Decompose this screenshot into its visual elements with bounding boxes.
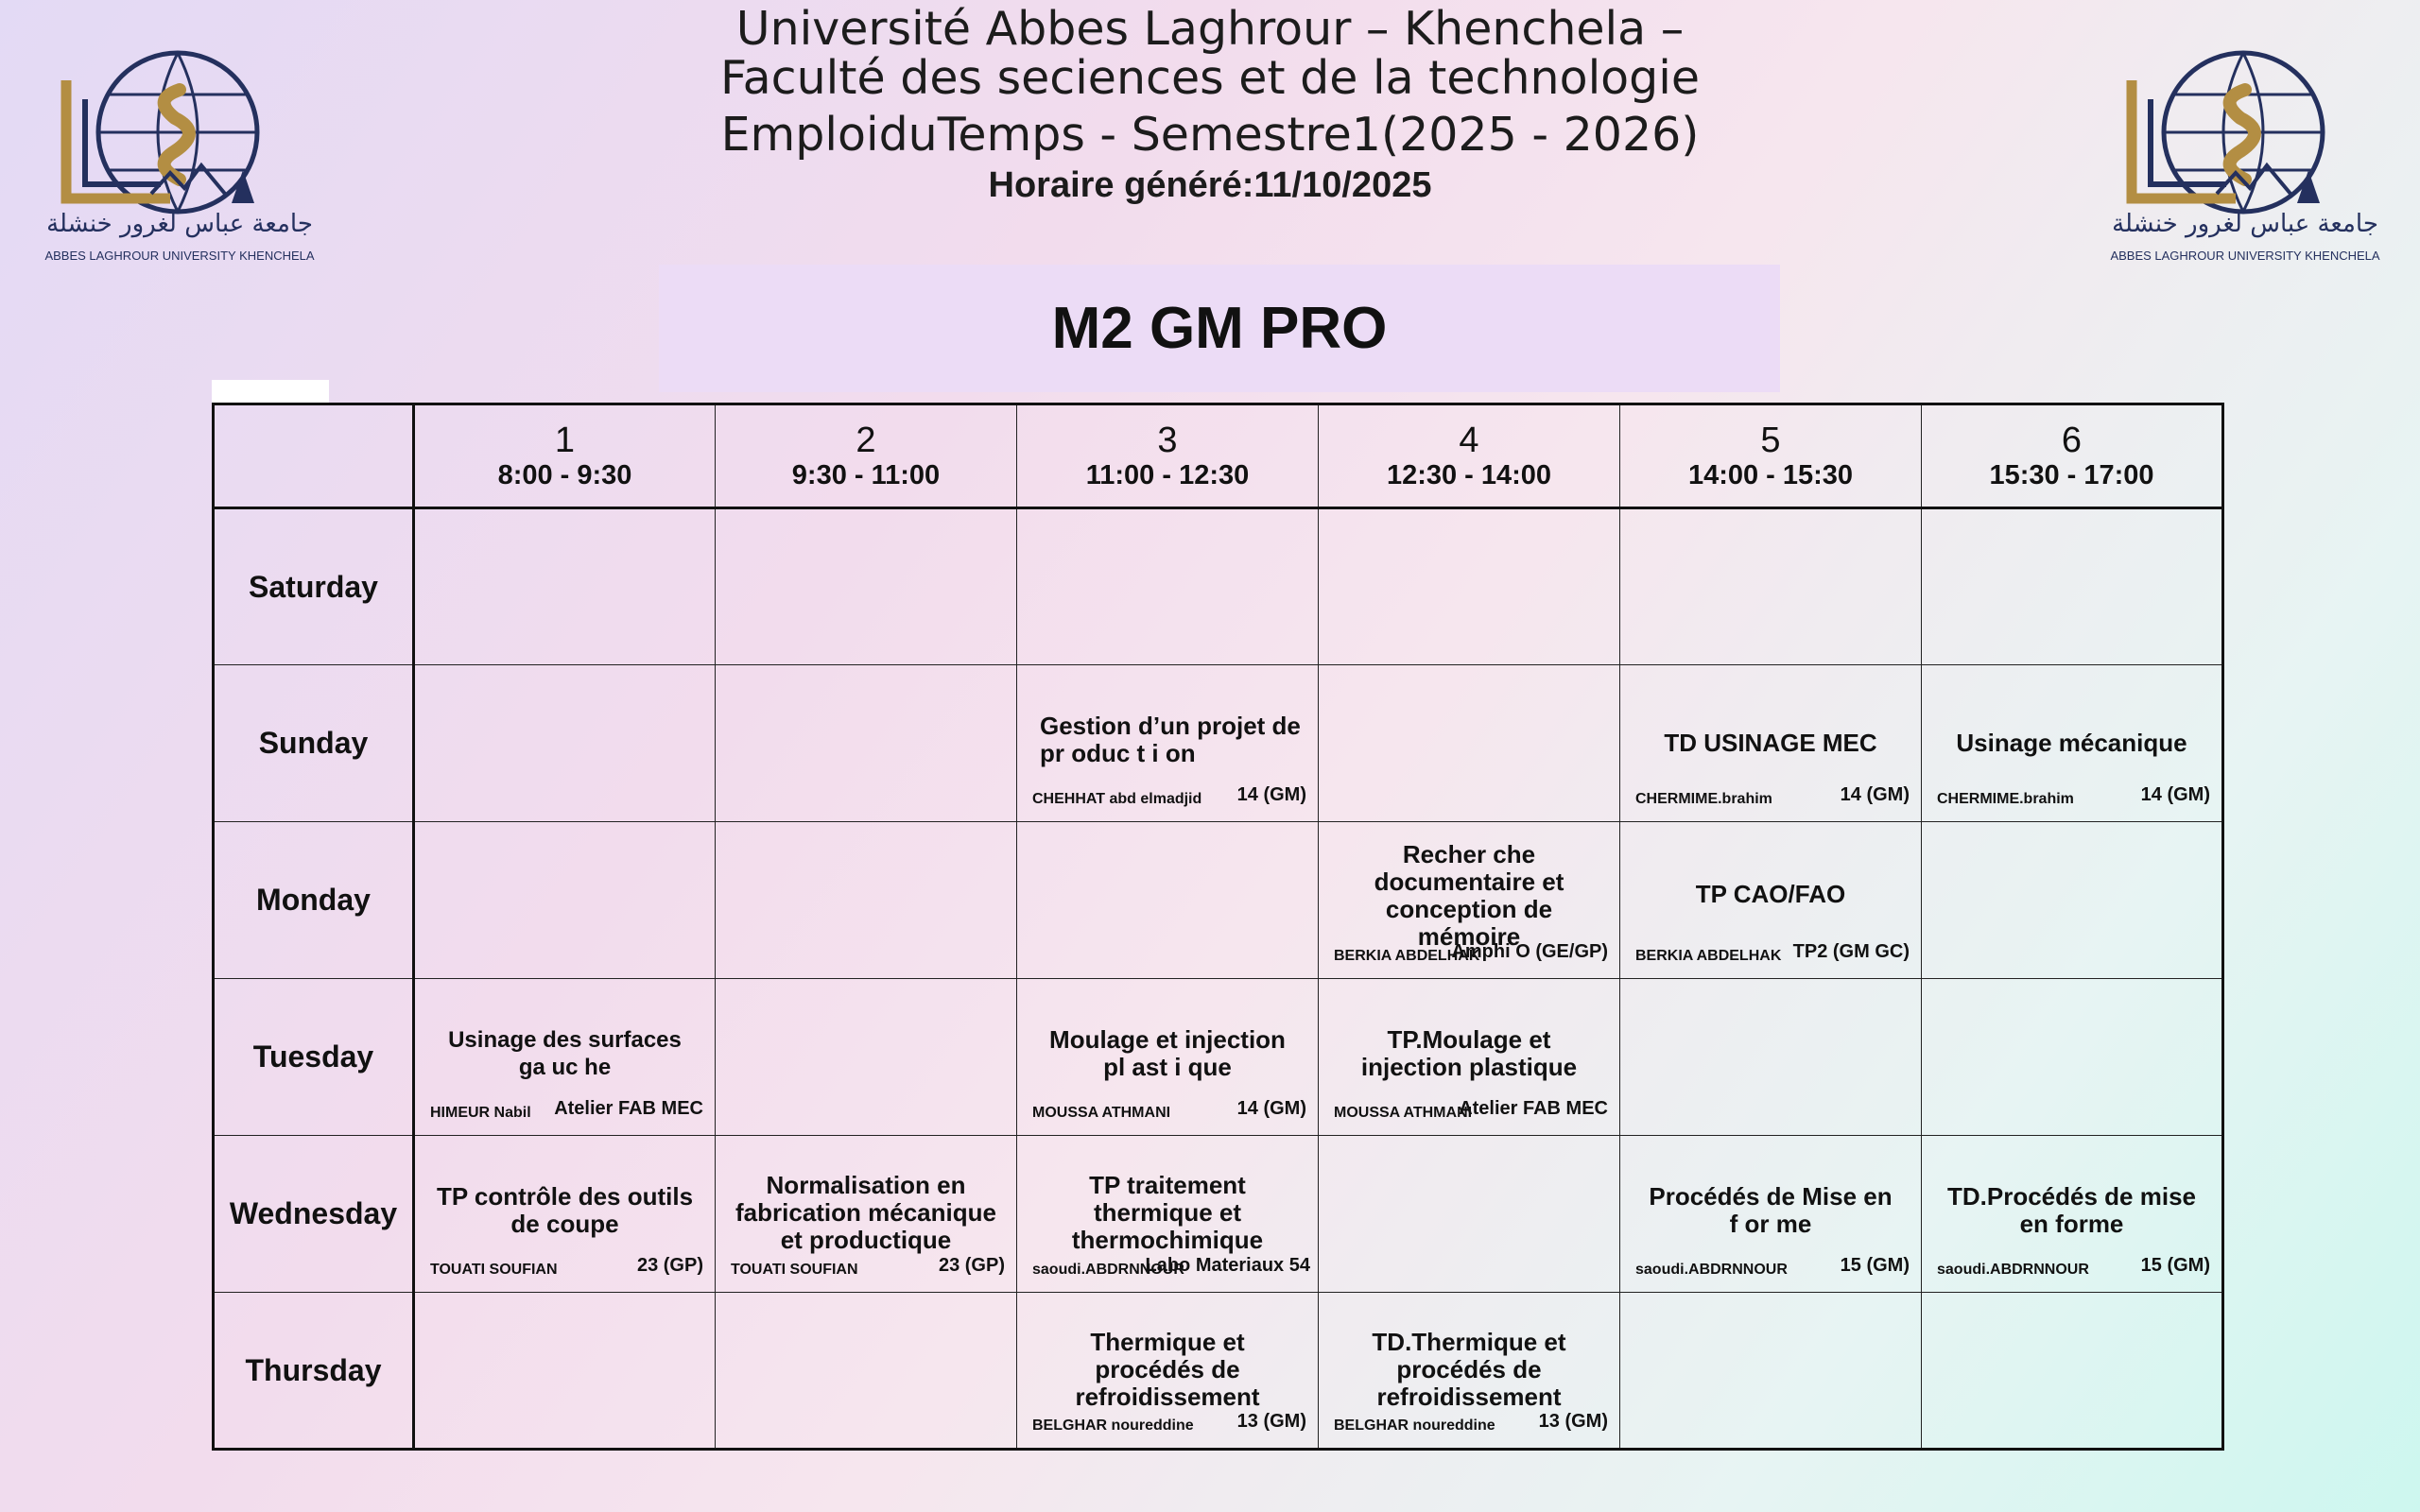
session-teacher: BELGHAR noureddine	[1334, 1418, 1495, 1434]
session-cell[interactable]	[1017, 979, 1319, 1136]
session-teacher: saoudi.ABDRNNOUR	[1937, 1262, 2089, 1278]
session-title: TP contrôle des outils de coupe	[436, 1182, 694, 1238]
session-cell[interactable]	[1922, 665, 2223, 822]
generated-date: Horaire généré:11/10/2025	[988, 165, 1432, 205]
session-room: 14 (GM)	[2140, 784, 2210, 805]
slot-time: 9:30 - 11:00	[791, 459, 941, 490]
day-row-sunday	[214, 665, 2223, 822]
session-title: Gestion d’un projet de pr oduc t i on	[1040, 712, 1301, 767]
empty-cell	[414, 665, 716, 822]
session-room: TP2 (GM GC)	[1792, 941, 1910, 962]
day-row-tuesday	[214, 979, 2223, 1136]
session-cell[interactable]	[1017, 1136, 1319, 1293]
session-room: 13 (GM)	[1236, 1411, 1306, 1432]
session-cell[interactable]	[716, 1136, 1017, 1293]
session-room: 15 (GM)	[2140, 1255, 2210, 1276]
empty-cell	[716, 822, 1017, 979]
session-room: Atelier FAB MEC	[554, 1098, 703, 1119]
session-teacher: BERKIA ABDELHAK	[1334, 948, 1480, 964]
slot-time: 15:30 - 17:00	[1989, 459, 2154, 490]
session-title: TD USINAGE MEC	[1664, 729, 1877, 757]
session-teacher: saoudi.ABDRNNOUR	[1635, 1262, 1788, 1278]
slot-number: 6	[2061, 420, 2083, 460]
session-title: TD.Procédés de mise en forme	[1947, 1182, 2196, 1238]
day-row-monday	[214, 822, 2223, 979]
logo-emblem	[66, 53, 257, 212]
empty-cell	[1620, 979, 1922, 1136]
session-room: 23 (GP)	[636, 1255, 703, 1276]
session-room: 14 (GM)	[1236, 784, 1306, 805]
session-room: Amphi O (GE/GP)	[1451, 941, 1608, 962]
session-title: TD.Thermique et procédés de refroidissement	[1372, 1328, 1566, 1411]
slot-time: 14:00 - 15:30	[1687, 459, 1854, 490]
university-logo-left	[38, 33, 321, 269]
slot-number: 3	[1157, 420, 1178, 460]
slot-header-6	[1922, 404, 2223, 508]
empty-cell	[1922, 979, 2223, 1136]
session-room: 14 (GM)	[1236, 1098, 1306, 1119]
slot-header-5	[1620, 404, 1922, 508]
logo-english-text: ABBES LAGHROUR UNIVERSITY KHENCHELA	[2110, 249, 2380, 263]
session-cell[interactable]	[1017, 665, 1319, 822]
session-cell[interactable]	[1922, 1136, 2223, 1293]
session-room: 15 (GM)	[1840, 1255, 1910, 1276]
session-cell[interactable]	[1017, 1293, 1319, 1450]
slot-header-row	[214, 404, 2223, 508]
session-teacher: saoudi.ABDRNNOUR	[1032, 1262, 1184, 1278]
session-teacher: BERKIA ABDELHAK	[1635, 948, 1782, 964]
empty-cell	[414, 1293, 716, 1450]
session-teacher: CHEHHAT abd elmadjid	[1032, 791, 1202, 807]
empty-cell	[1620, 1293, 1922, 1450]
empty-cell	[716, 508, 1017, 665]
session-title: Thermique et procédés de refroidissement	[1075, 1328, 1260, 1411]
day-row-saturday	[214, 508, 2223, 665]
slot-header-4	[1319, 404, 1620, 508]
session-teacher: MOUSSA ATHMANI	[1334, 1105, 1473, 1121]
class-name-banner: M2 GM PRO	[659, 265, 1780, 392]
faculty-name: Faculté des seciences et de la technologie	[719, 51, 1701, 105]
session-teacher: HIMEUR Nabil	[430, 1105, 531, 1121]
slot-time: 11:00 - 12:30	[1085, 459, 1250, 490]
day-label: Thursday	[214, 1293, 414, 1450]
session-cell[interactable]	[414, 979, 716, 1136]
slot-number: 1	[554, 420, 576, 460]
session-room: Labo Materiaux 54	[1145, 1255, 1310, 1276]
session-teacher: CHERMIME.brahim	[1635, 791, 1772, 807]
slot-number: 2	[856, 420, 876, 460]
session-cell[interactable]	[1620, 822, 1922, 979]
session-cell[interactable]	[1620, 665, 1922, 822]
corner-tab	[212, 380, 329, 404]
session-cell[interactable]	[1620, 1136, 1922, 1293]
session-title: Usinage des surfaces ga uc he	[448, 1027, 682, 1080]
slot-time: 8:00 - 9:30	[497, 459, 632, 490]
slot-header-2	[716, 404, 1017, 508]
empty-cell	[1319, 1136, 1620, 1293]
day-row-thursday	[214, 1293, 2223, 1450]
session-teacher: TOUATI SOUFIAN	[731, 1262, 858, 1278]
day-label: Sunday	[214, 665, 414, 822]
logo-arabic-text: جامعة عباس لغرور خنشلة	[2112, 210, 2378, 238]
slot-time: 12:30 - 14:00	[1386, 459, 1552, 490]
empty-cell	[1922, 822, 2223, 979]
empty-cell	[1922, 1293, 2223, 1450]
empty-cell	[716, 1293, 1017, 1450]
empty-cell	[716, 979, 1017, 1136]
session-teacher: CHERMIME.brahim	[1937, 791, 2074, 807]
university-name: Université Abbes Laghrour – Khenchela –	[735, 2, 1685, 56]
day-label: Monday	[214, 822, 414, 979]
session-room: 23 (GP)	[938, 1255, 1005, 1276]
session-cell[interactable]	[1319, 979, 1620, 1136]
session-room: Atelier FAB MEC	[1459, 1098, 1608, 1119]
session-cell[interactable]	[414, 1136, 716, 1293]
empty-cell	[716, 665, 1017, 822]
day-label: Saturday	[214, 508, 414, 665]
slot-number: 4	[1459, 420, 1479, 460]
session-room: 14 (GM)	[1840, 784, 1910, 805]
session-teacher: MOUSSA ATHMANI	[1032, 1105, 1171, 1121]
timetable	[212, 403, 2224, 1451]
session-teacher: BELGHAR noureddine	[1032, 1418, 1194, 1434]
day-label: Wednesday	[214, 1136, 414, 1293]
empty-cell	[1620, 508, 1922, 665]
university-logo-right	[2103, 33, 2387, 269]
logo-english-text: ABBES LAGHROUR UNIVERSITY KHENCHELA	[44, 249, 315, 263]
logo-arabic-text: جامعة عباس لغرور خنشلة	[46, 210, 313, 238]
corner-cell	[214, 404, 414, 508]
session-title: TP CAO/FAO	[1695, 880, 1846, 908]
slot-header-1	[414, 404, 716, 508]
session-title: TP.Moulage et injection plastique	[1360, 1025, 1578, 1081]
empty-cell	[1922, 508, 2223, 665]
schedule-title: EmploiduTemps - Semestre1(2025 - 2026)	[720, 108, 1700, 162]
empty-cell	[1017, 508, 1319, 665]
day-row-wednesday	[214, 1136, 2223, 1293]
session-title: Recher che documentaire et conception de mémoire	[1374, 840, 1564, 951]
session-title: Normalisation en fabrication mécanique et productique	[735, 1171, 996, 1254]
empty-cell	[1319, 508, 1620, 665]
logo-emblem	[2132, 53, 2323, 212]
empty-cell	[1017, 822, 1319, 979]
session-title: TP traitement thermique et thermochimique	[1071, 1171, 1264, 1254]
empty-cell	[414, 822, 716, 979]
session-teacher: TOUATI SOUFIAN	[430, 1262, 558, 1278]
slot-number: 5	[1760, 420, 1781, 460]
session-title: Moulage et injection pl ast i que	[1049, 1025, 1286, 1081]
empty-cell	[414, 508, 716, 665]
slot-header-3	[1017, 404, 1319, 508]
session-title: Procédés de Mise en f or me	[1649, 1182, 1893, 1238]
day-label: Tuesday	[214, 979, 414, 1136]
session-cell[interactable]	[1319, 1293, 1620, 1450]
empty-cell	[1319, 665, 1620, 822]
session-title: Usinage mécanique	[1956, 729, 2187, 757]
session-room: 13 (GM)	[1538, 1411, 1608, 1432]
session-cell[interactable]	[1319, 822, 1620, 979]
